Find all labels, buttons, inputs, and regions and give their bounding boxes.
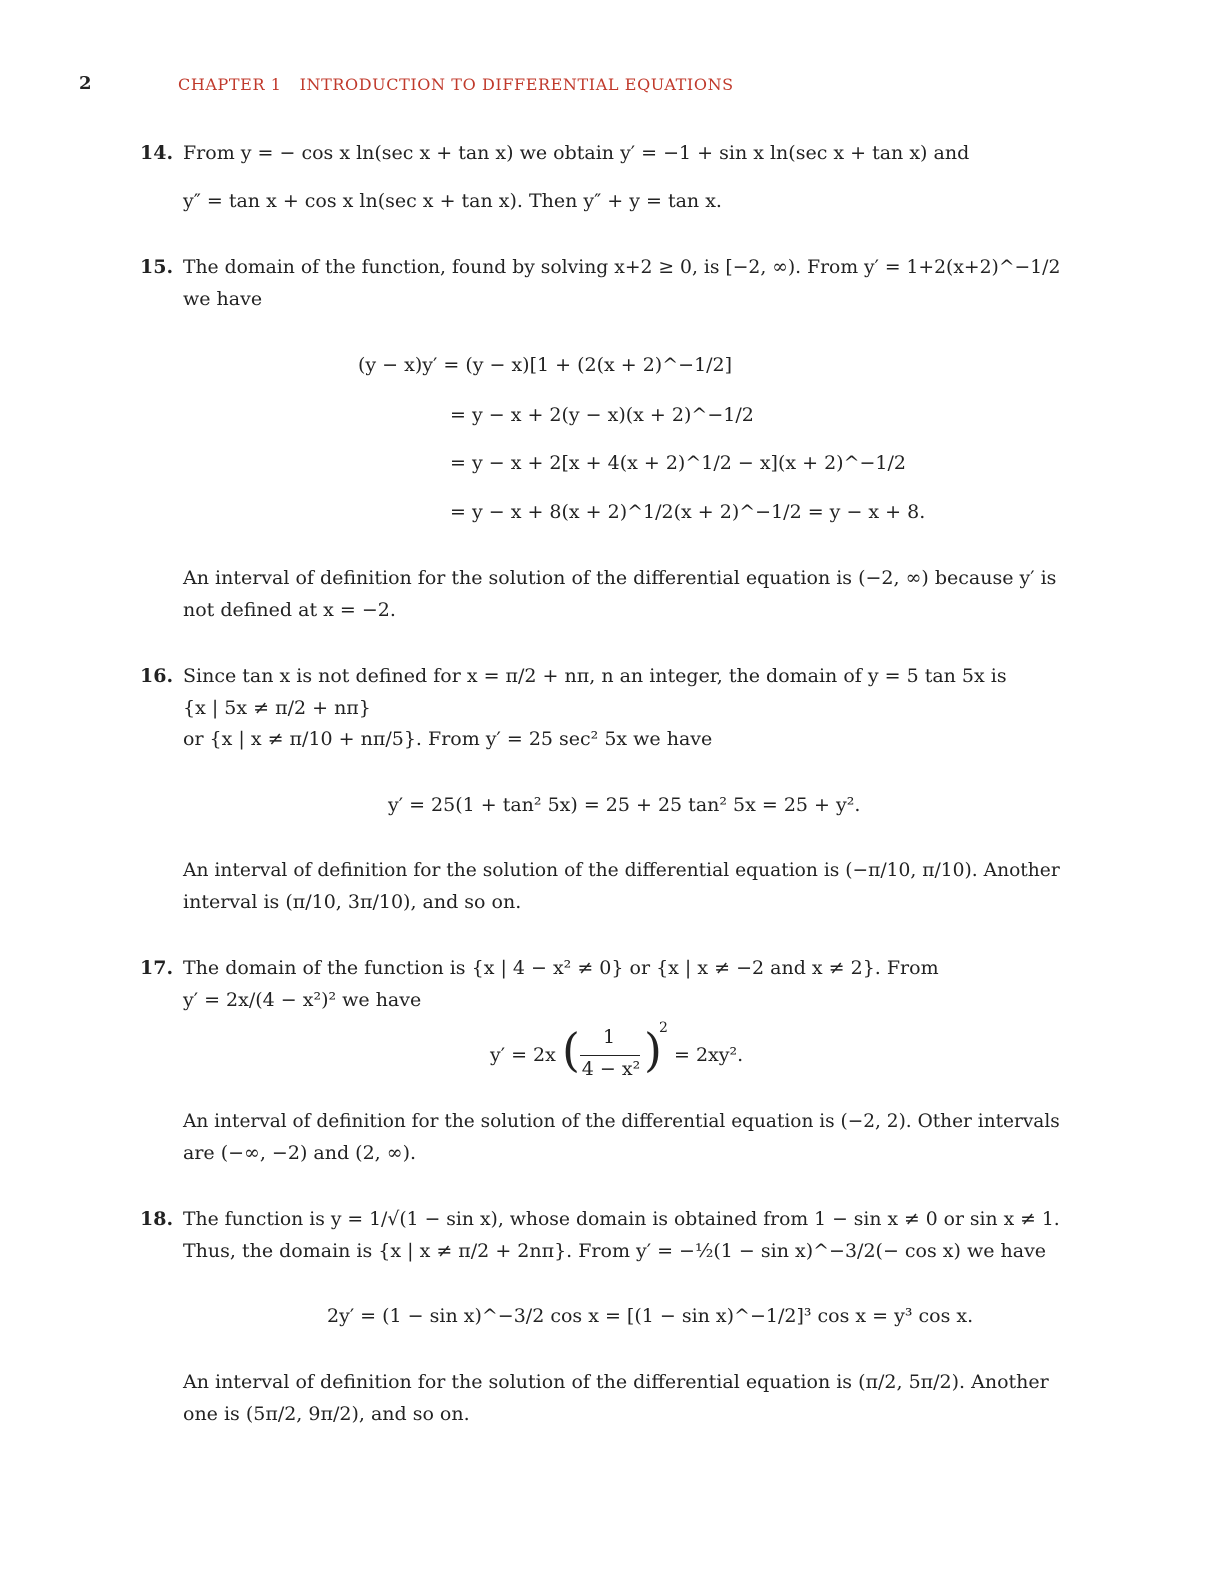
chapter-title: INTRODUCTION TO DIFFERENTIAL EQUATIONS [299,75,734,94]
problem-text-line: The function is y = 1/√(1 − sin x), whose domain is obtained from 1 − sin x ≠ 0 or sin x ≠ 1. [183,1208,1060,1230]
page-number: 2 [79,73,92,94]
problem-number: 14. [140,142,174,164]
problem-number: 18. [140,1208,174,1230]
problem-text-line: not defined at x = −2. [183,599,396,621]
equation: = y − x + 8(x + 2)^1/2(x + 2)^−1/2 = y − x + 8. [450,501,926,523]
problem-text-line: Since tan x is not defined for x = π/2 + nπ, n an integer, the domain of y = 5 tan 5x is [183,665,1007,687]
equation: = y − x + 2(y − x)(x + 2)^−1/2 [450,404,754,426]
problem-text-line: The domain of the function is {x | 4 − x² ≠ 0} or {x | x ≠ −2 and x ≠ 2}. From [183,957,939,979]
problem-number: 16. [140,665,174,687]
problem-text-line: interval is (π/10, 3π/10), and so on. [183,891,522,913]
problem-number: 15. [140,256,174,278]
fraction-equation [490,1022,770,1086]
equation: y′ = 25(1 + tan² 5x) = 25 + 25 tan² 5x = 25 + y². [388,794,861,816]
problem-text-line: one is (5π/2, 9π/2), and so on. [183,1403,470,1425]
chapter-label: CHAPTER 1 [178,75,282,94]
fraction-bar [580,1055,640,1056]
problem-text-line: or {x | x ≠ π/10 + nπ/5}. From y′ = 25 sec² 5x we have [183,728,713,750]
problem-text-line: An interval of definition for the solution of the differential equation is (−2, ∞) because y′ is [183,567,1057,589]
problem-text-line: The domain of the function, found by solving x+2 ≥ 0, is [−2, ∞). From y′ = 1+2(x+2)^−1/2 [183,256,1061,278]
problem-number: 17. [140,957,174,979]
exponent: 2 [659,1020,668,1036]
equation: = y − x + 2[x + 4(x + 2)^1/2 − x](x + 2)^−1/2 [450,452,907,474]
problem-text-line: An interval of definition for the solution of the differential equation is (−π/10, π/10). Another [183,859,1060,881]
equation: 2y′ = (1 − sin x)^−3/2 cos x = [(1 − sin x)^−1/2]³ cos x = y³ cos x. [327,1305,974,1327]
problem-text-line: An interval of definition for the solution of the differential equation is (π/2, 5π/2). Another [183,1371,1049,1393]
problem-text-line: we have [183,288,263,310]
problem-text-line: From y = − cos x ln(sec x + tan x) we obtain y′ = −1 + sin x ln(sec x + tan x) and [183,142,970,164]
equation-rhs: = 2xy². [674,1044,744,1066]
problem-text-line: are (−∞, −2) and (2, ∞). [183,1142,417,1164]
fraction-denominator: 4 − x² [581,1058,641,1080]
equation: (y − x)y′ = (y − x)[1 + (2(x + 2)^−1/2] [358,354,733,376]
running-head [178,75,734,94]
right-paren: ) [644,1023,662,1077]
equation-lhs: y′ = 2x [490,1044,556,1066]
fraction-numerator: 1 [602,1026,616,1048]
problem-text-line: y″ = tan x + cos x ln(sec x + tan x). Then y″ + y = tan x. [183,190,722,212]
left-paren: ( [562,1023,580,1077]
problem-text-line: {x | 5x ≠ π/2 + nπ} [183,697,371,719]
problem-text-line: An interval of definition for the solution of the differential equation is (−2, 2). Other intervals [183,1110,1060,1132]
problem-text-line: y′ = 2x/(4 − x²)² we have [183,989,422,1011]
problem-text-line: Thus, the domain is {x | x ≠ π/2 + 2nπ}. From y′ = −½(1 − sin x)^−3/2(− cos x) we have [183,1240,1047,1262]
